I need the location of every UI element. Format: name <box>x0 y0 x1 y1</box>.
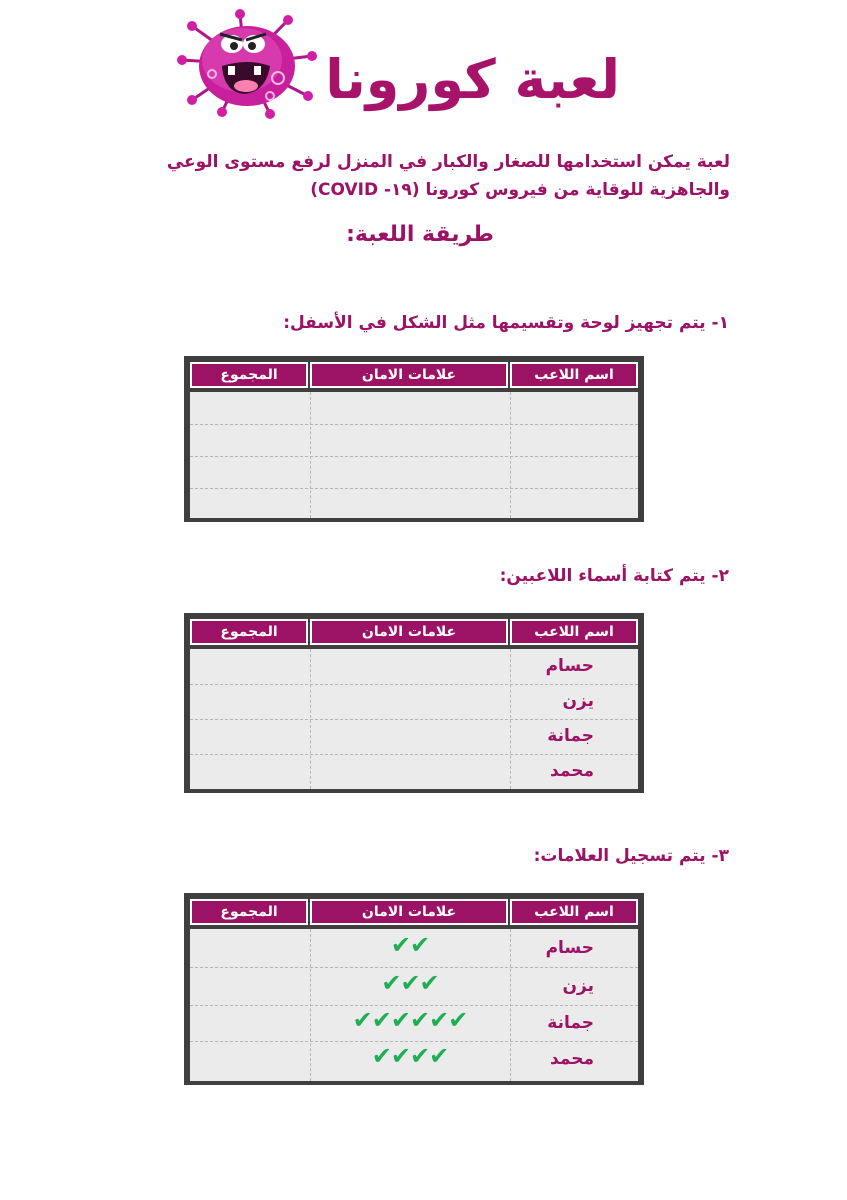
page-title: لعبة كورونا <box>325 48 620 111</box>
step-3-text: ٣- يتم تسجيل العلامات: <box>533 846 729 866</box>
how-to-play-heading: طريقة اللعبة: <box>346 222 494 247</box>
row-divider <box>190 684 638 685</box>
safety-checkmarks: ✔✔ <box>390 931 430 959</box>
board-grid <box>190 649 638 789</box>
intro-text <box>110 148 730 204</box>
header-total: المجموع <box>190 362 308 388</box>
column-divider <box>510 392 511 518</box>
player-name: يزن <box>562 976 594 996</box>
intro-line-1: لعبة يمكن استخدامها للصغار والكبار في المنزل لرفع مستوى الوعي <box>166 152 730 172</box>
player-name: جمانة <box>547 726 594 746</box>
header-safety: علامات الامان <box>310 619 508 645</box>
virus-mascot-icon <box>170 8 320 120</box>
score-board-names <box>184 613 644 793</box>
player-name: حسام <box>545 938 594 958</box>
intro-line-2: والجاهزية للوقاية من فيروس كورونا (١٩- COVID) <box>310 180 730 200</box>
row-divider <box>190 424 638 425</box>
board-grid <box>190 392 638 518</box>
score-board-scores <box>184 893 644 1085</box>
header-safety: علامات الامان <box>310 362 508 388</box>
header-player: اسم اللاعب <box>510 619 638 645</box>
column-divider <box>310 392 311 518</box>
row-divider <box>190 967 638 968</box>
row-divider <box>190 754 638 755</box>
player-name: حسام <box>545 656 594 676</box>
player-name: محمد <box>550 761 594 781</box>
row-divider <box>190 488 638 489</box>
header-total: المجموع <box>190 619 308 645</box>
player-name: يزن <box>562 691 594 711</box>
safety-checkmarks: ✔✔✔ <box>381 969 439 997</box>
step-2-text: ٢- يتم كتابة أسماء اللاعبين: <box>499 566 729 586</box>
step-1-text: ١- يتم تجهيز لوحة وتقسيمها مثل الشكل في الأسفل: <box>283 313 729 333</box>
board-grid <box>190 929 638 1081</box>
safety-checkmarks: ✔✔✔✔ <box>371 1042 449 1070</box>
safety-checkmarks: ✔✔✔✔✔✔ <box>352 1006 468 1034</box>
row-divider <box>190 719 638 720</box>
row-divider <box>190 456 638 457</box>
header-total: المجموع <box>190 899 308 925</box>
player-name: جمانة <box>547 1013 594 1033</box>
header-player: اسم اللاعب <box>510 899 638 925</box>
score-board-empty <box>184 356 644 522</box>
player-name: محمد <box>550 1049 594 1069</box>
header-safety: علامات الامان <box>310 899 508 925</box>
header-player: اسم اللاعب <box>510 362 638 388</box>
